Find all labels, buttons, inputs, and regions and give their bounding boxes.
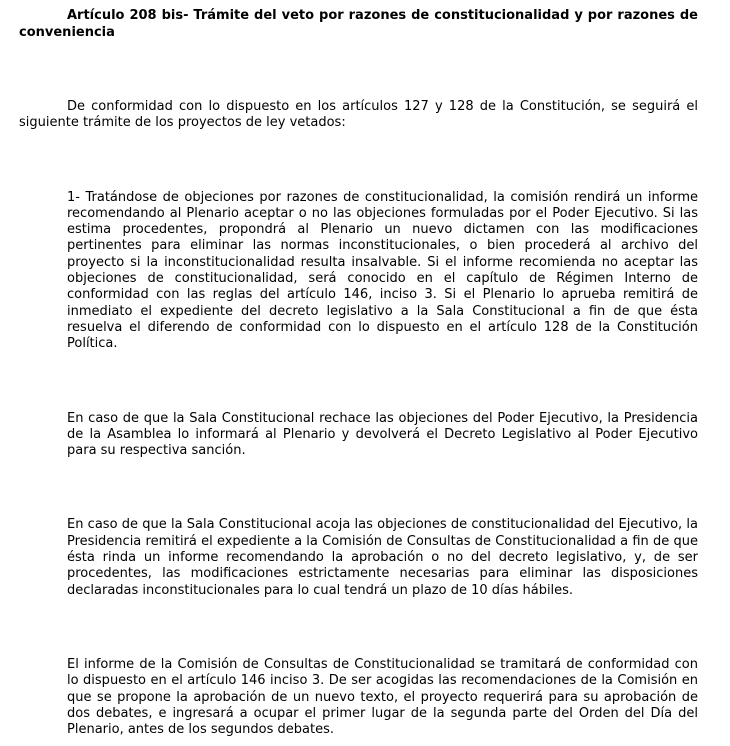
article-title: Artículo 208 bis- Trámite del veto por razones de constitucionalidad y por razones de conveniencia bbox=[19, 8, 698, 40]
paragraph-2: En caso de que la Sala Constitucional rechace las objeciones del Poder Ejecutivo, la Presidencia de la Asamblea lo informará al Plenario y devolverá el Decreto Legislativo al Poder Ejecutivo para su respectiva sanción. bbox=[67, 410, 698, 459]
intro-paragraph: De conformidad con lo dispuesto en los artículos 127 y 128 de la Constitución, se seguirá el siguiente trámite de los proyectos de ley vetados: bbox=[19, 99, 698, 131]
paragraph-4: El informe de la Comisión de Consultas de Constitucionalidad se tramitará de conformidad con lo dispuesto en el artículo 146 inciso 3. De ser acogidas las recomendaciones de la Comisión en que se propone la aprobación de un nuevo texto, el proyecto requerirá para su aprobación de dos debates, e ingresará a ocupar el primer lugar de la segunda parte del Orden del Día del Plenario, antes de los segundos debates. bbox=[67, 656, 698, 738]
document bbox=[19, 8, 698, 738]
paragraph-1: 1- Tratándose de objeciones por razones de constitucionalidad, la comisión rendirá un informe recomendando al Plenario aceptar o no las objeciones formuladas por el Poder Ejecutivo. Si las estima procedentes, propondrá al Plenario un nuevo dictamen con las modificaciones pertinentes para eliminar las normas inconstitucionales, o bien procederá al archivo del proyecto si la inconstitucionalidad resulta insalvable. Si el informe recomienda no aceptar las objeciones de constitucionalidad, será conocido en el capítulo de Régimen Interno de conformidad con las reglas del artículo 146, inciso 3. Si el Plenario lo aprueba remitirá de inmediato el expediente del decreto legislativo a la Sala Constitucional a fin de que ésta resuelva el diferendo de conformidad con lo dispuesto en el artículo 128 de la Constitución Política. bbox=[67, 189, 698, 352]
paragraph-3: En caso de que la Sala Constitucional acoja las objeciones de constitucionalidad del Ejecutivo, la Presidencia remitirá el expediente a la Comisión de Consultas de Constitucionalidad a fin de que ésta rinda un informe recomendando la aprobación o no del decreto legislativo, y, de ser procedentes, las modificaciones estrictamente necesarias para eliminar las disposiciones declaradas inconstitucionales para lo cual tendrá un plazo de 10 días hábiles. bbox=[67, 517, 698, 598]
